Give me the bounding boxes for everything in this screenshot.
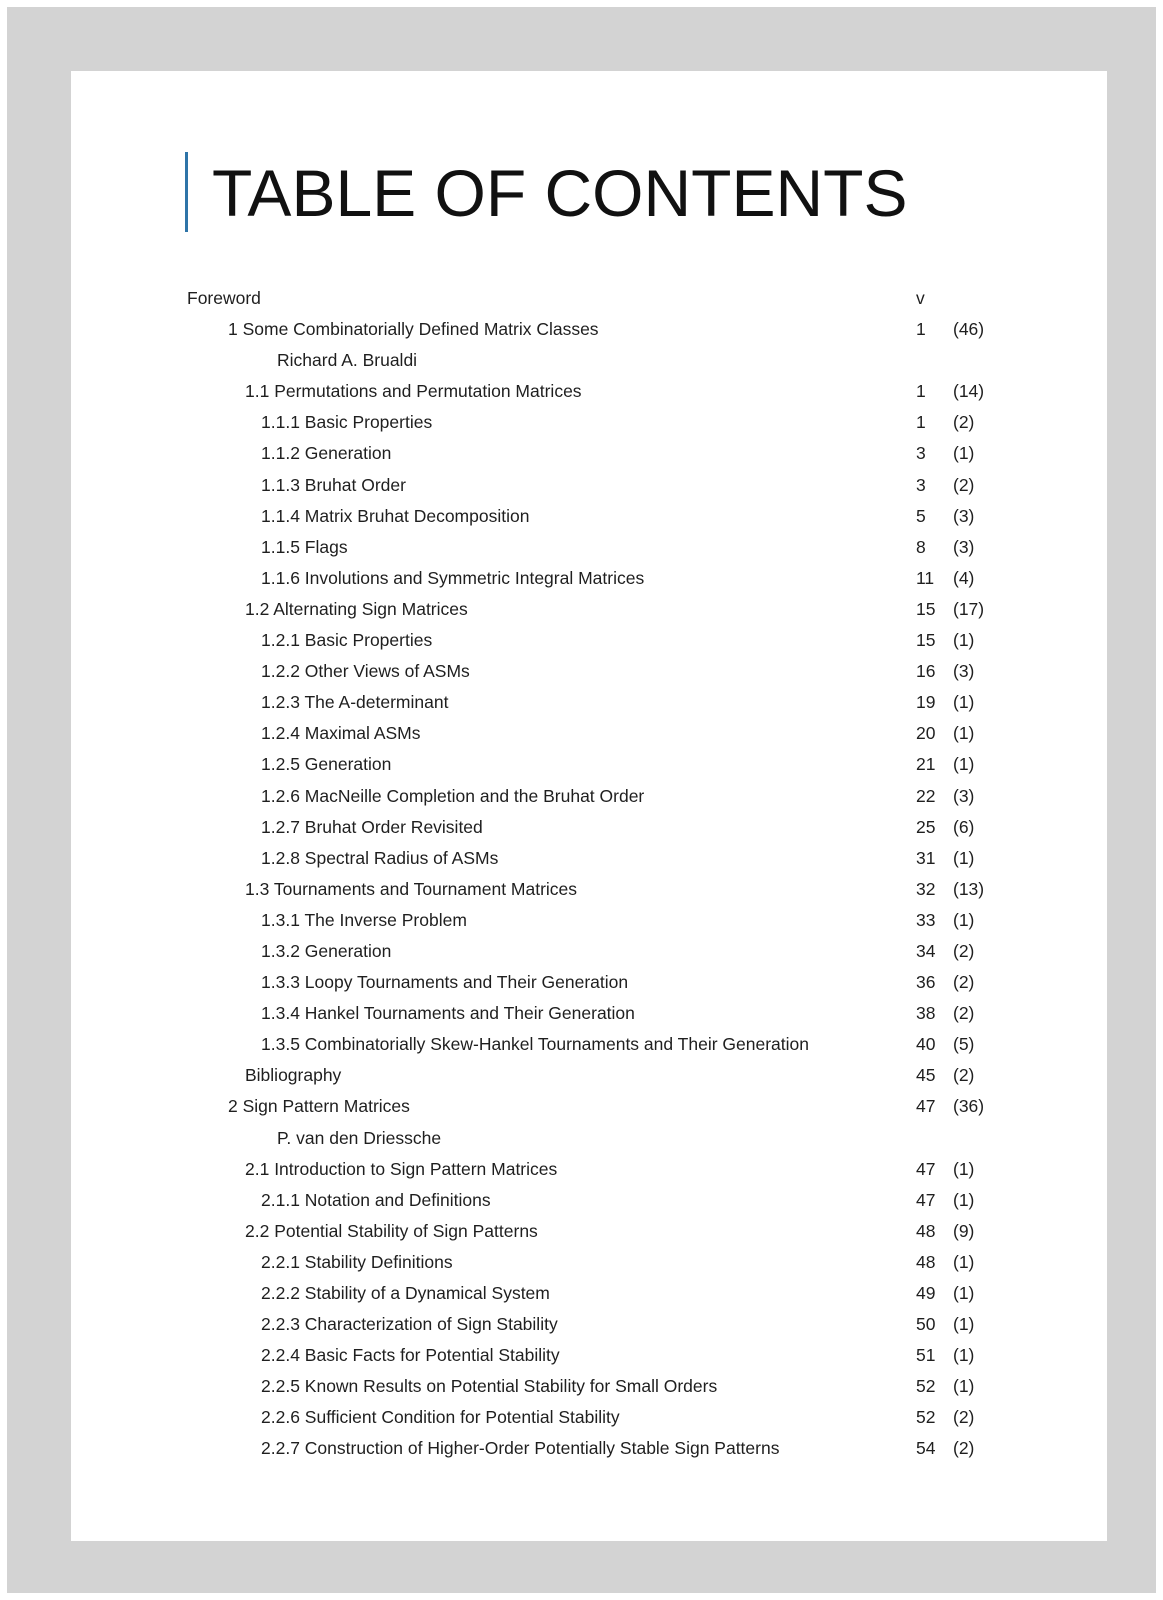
toc-entry[interactable] (71, 1029, 1107, 1060)
toc-entry-title: 1.2.1 Basic Properties (261, 630, 433, 651)
toc-entry-title: 1 Some Combinatorially Defined Matrix Classes (228, 319, 599, 340)
toc-entry[interactable] (71, 1216, 1107, 1247)
toc-entry-count: (1) (953, 443, 975, 464)
toc-entry-count: (2) (953, 972, 975, 993)
toc-entry-title: 1.2.3 The A-determinant (261, 692, 449, 713)
toc-entry-title: 2.1 Introduction to Sign Pattern Matrices (245, 1158, 558, 1179)
toc-entry-page: 16 (916, 661, 936, 682)
toc-entry[interactable] (71, 998, 1107, 1029)
page-frame (7, 7, 1156, 1593)
toc-entry-count: (17) (953, 598, 985, 619)
toc-entry[interactable] (71, 1185, 1107, 1216)
toc-entry[interactable] (71, 407, 1107, 438)
toc-entry[interactable] (71, 967, 1107, 998)
toc-entry-title: 1.2.5 Generation (261, 754, 392, 775)
toc-entry-page: 47 (916, 1189, 936, 1210)
toc-entry-count: (1) (953, 1189, 975, 1210)
toc-entry-count: (1) (953, 1314, 975, 1335)
toc-entry[interactable] (71, 843, 1107, 874)
toc-entry[interactable] (71, 781, 1107, 812)
toc-entry-title: 2 Sign Pattern Matrices (228, 1096, 410, 1117)
toc-author-name: Richard A. Brualdi (277, 350, 418, 371)
toc-entry-page: 45 (916, 1065, 936, 1086)
toc-entry[interactable] (71, 1402, 1107, 1433)
toc-entry-title: 2.1.1 Notation and Definitions (261, 1189, 491, 1210)
toc-entry-page: 48 (916, 1251, 936, 1272)
toc-entry[interactable] (71, 749, 1107, 780)
toc-entry-page: 19 (916, 692, 936, 713)
toc-entry-page: 47 (916, 1158, 936, 1179)
toc-entry[interactable] (71, 501, 1107, 532)
toc-entry-page: 54 (916, 1438, 936, 1459)
toc-entry[interactable] (71, 1309, 1107, 1340)
toc-entry-title: 1.1.5 Flags (261, 536, 348, 557)
toc-entry-count: (2) (953, 1438, 975, 1459)
toc-entry-count: (1) (953, 692, 975, 713)
toc-entry-page: 32 (916, 878, 936, 899)
toc-entry-title: 1.2.2 Other Views of ASMs (261, 661, 470, 682)
toc-entry-page: 52 (916, 1407, 936, 1428)
toc-entry-page: 1 (916, 381, 926, 402)
toc-entry-title: 2.2.6 Sufficient Condition for Potential Stability (261, 1407, 620, 1428)
toc-entry[interactable] (71, 1060, 1107, 1091)
toc-entry-title: 2.2.4 Basic Facts for Potential Stability (261, 1345, 560, 1366)
toc-entry-page: 1 (916, 412, 926, 433)
toc-entry-count: (3) (953, 785, 975, 806)
toc-entry-count: (1) (953, 1158, 975, 1179)
toc-entry[interactable] (71, 812, 1107, 843)
table-of-contents (71, 283, 1107, 1465)
toc-entry-page: 34 (916, 940, 936, 961)
toc-entry-page: 15 (916, 598, 936, 619)
toc-entry-title: 2.2.7 Construction of Higher-Order Potentially Stable Sign Patterns (261, 1438, 780, 1459)
toc-entry-page: 31 (916, 847, 936, 868)
toc-entry-count: (3) (953, 661, 975, 682)
document-page (71, 71, 1107, 1541)
toc-entry[interactable] (71, 718, 1107, 749)
toc-entry-page: 5 (916, 505, 926, 526)
toc-entry-count: (14) (953, 381, 985, 402)
toc-entry-count: (1) (953, 909, 975, 930)
toc-entry[interactable] (71, 438, 1107, 469)
toc-entry-title: 1.2 Alternating Sign Matrices (245, 598, 468, 619)
toc-entry-count: (4) (953, 567, 975, 588)
toc-entry-count: (1) (953, 754, 975, 775)
toc-entry-page: 20 (916, 723, 936, 744)
toc-entry[interactable] (71, 314, 1107, 345)
toc-entry-title: Foreword (187, 288, 261, 308)
toc-entry-title: 1.3.3 Loopy Tournaments and Their Generation (261, 972, 629, 993)
toc-entry-count: (2) (953, 1065, 975, 1086)
toc-entry[interactable] (71, 470, 1107, 501)
toc-entry-title: 1.1.4 Matrix Bruhat Decomposition (261, 505, 530, 526)
toc-entry[interactable] (71, 936, 1107, 967)
toc-entry-title: 1.1.3 Bruhat Order (261, 474, 406, 495)
toc-entry[interactable] (71, 656, 1107, 687)
toc-author (71, 1123, 1107, 1154)
toc-entry-page: 49 (916, 1283, 936, 1303)
toc-entry-count: (1) (953, 847, 975, 868)
toc-entry[interactable] (71, 1371, 1107, 1402)
toc-entry-count: (13) (953, 878, 985, 899)
toc-entry[interactable] (71, 376, 1107, 407)
toc-entry[interactable] (71, 874, 1107, 905)
toc-entry-title: 1.1.6 Involutions and Symmetric Integral Matrices (261, 567, 645, 588)
toc-author-name: P. van den Driessche (277, 1127, 442, 1148)
toc-entry-count: (1) (953, 1283, 975, 1303)
page-title: TABLE OF CONTENTS (212, 156, 908, 230)
toc-entry-title: 2.2.1 Stability Definitions (261, 1251, 453, 1272)
toc-entry-title: 2.2.5 Known Results on Potential Stability for Small Orders (261, 1376, 718, 1397)
toc-entry[interactable] (71, 905, 1107, 936)
toc-entry[interactable] (71, 1091, 1107, 1122)
toc-entry-count: (1) (953, 630, 975, 651)
toc-entry[interactable] (71, 1433, 1107, 1464)
toc-entry-page: 50 (916, 1314, 936, 1335)
toc-entry-page: 36 (916, 972, 936, 993)
toc-entry[interactable] (71, 1340, 1107, 1371)
toc-entry-title: 1.3.2 Generation (261, 940, 392, 961)
toc-entry-title: 1.3.1 The Inverse Problem (261, 909, 467, 930)
toc-entry-page: 47 (916, 1096, 936, 1117)
toc-entry-page: 22 (916, 785, 936, 806)
title-accent-bar (185, 152, 188, 232)
toc-entry-page: 52 (916, 1376, 936, 1397)
toc-entry-title: 1.3 Tournaments and Tournament Matrices (245, 878, 578, 899)
toc-entry-page: v (916, 288, 925, 308)
toc-entry[interactable] (71, 1154, 1107, 1185)
toc-entry-page: 33 (916, 909, 936, 930)
toc-entry-page: 51 (916, 1345, 936, 1366)
toc-entry-title: 1.2.8 Spectral Radius of ASMs (261, 847, 499, 868)
toc-entry-page: 1 (916, 319, 926, 340)
toc-entry-count: (2) (953, 940, 975, 961)
toc-entry-count: (2) (953, 474, 975, 495)
toc-entry-page: 25 (916, 816, 936, 837)
toc-author (71, 345, 1107, 376)
toc-entry-count: (5) (953, 1034, 975, 1055)
toc-entry-count: (9) (953, 1220, 975, 1241)
toc-entry[interactable] (71, 532, 1107, 563)
toc-entry-title: 1.2.4 Maximal ASMs (261, 723, 421, 744)
toc-entry-page: 11 (916, 567, 935, 588)
toc-entry[interactable] (71, 1247, 1107, 1278)
toc-entry-title: 2.2.3 Characterization of Sign Stability (261, 1314, 558, 1335)
toc-entry-count: (2) (953, 1003, 975, 1024)
toc-entry-page: 38 (916, 1003, 936, 1024)
toc-entry-count: (36) (953, 1096, 985, 1117)
toc-entry[interactable] (71, 594, 1107, 625)
toc-entry-title: 1.3.4 Hankel Tournaments and Their Generation (261, 1003, 635, 1024)
toc-entry[interactable] (71, 283, 1107, 314)
toc-entry[interactable] (71, 1278, 1107, 1309)
toc-entry-title: 1.2.6 MacNeille Completion and the Bruhat Order (261, 785, 645, 806)
toc-entry-page: 21 (916, 754, 936, 775)
toc-entry-title: 1.1.1 Basic Properties (261, 412, 433, 433)
toc-entry[interactable] (71, 563, 1107, 594)
toc-entry-page: 15 (916, 630, 936, 651)
toc-entry-count: (3) (953, 505, 975, 526)
toc-entry[interactable] (71, 687, 1107, 718)
toc-entry-title: 2.2 Potential Stability of Sign Patterns (245, 1220, 538, 1241)
toc-entry-page: 48 (916, 1220, 936, 1241)
toc-entry[interactable] (71, 625, 1107, 656)
toc-entry-count: (1) (953, 723, 975, 744)
toc-entry-page: 40 (916, 1034, 936, 1055)
toc-entry-title: 1.3.5 Combinatorially Skew-Hankel Tournaments and Their Generation (261, 1034, 809, 1055)
toc-entry-title: 1.1.2 Generation (261, 443, 392, 464)
toc-entry-count: (1) (953, 1345, 975, 1366)
toc-entry-count: (2) (953, 1407, 975, 1428)
toc-entry-count: (1) (953, 1251, 975, 1272)
toc-entry-page: 8 (916, 536, 926, 557)
toc-entry-title: 1.1 Permutations and Permutation Matrices (245, 381, 582, 402)
toc-entry-count: (3) (953, 536, 975, 557)
toc-entry-page: 3 (916, 443, 926, 464)
toc-entry-count: (1) (953, 1376, 975, 1397)
toc-entry-count: (46) (953, 319, 985, 340)
toc-entry-title: Bibliography (245, 1065, 342, 1086)
toc-entry-count: (6) (953, 816, 975, 837)
toc-entry-title: 2.2.2 Stability of a Dynamical System (261, 1283, 550, 1303)
toc-entry-page: 3 (916, 474, 926, 495)
toc-entry-title: 1.2.7 Bruhat Order Revisited (261, 816, 483, 837)
toc-entry-count: (2) (953, 412, 975, 433)
